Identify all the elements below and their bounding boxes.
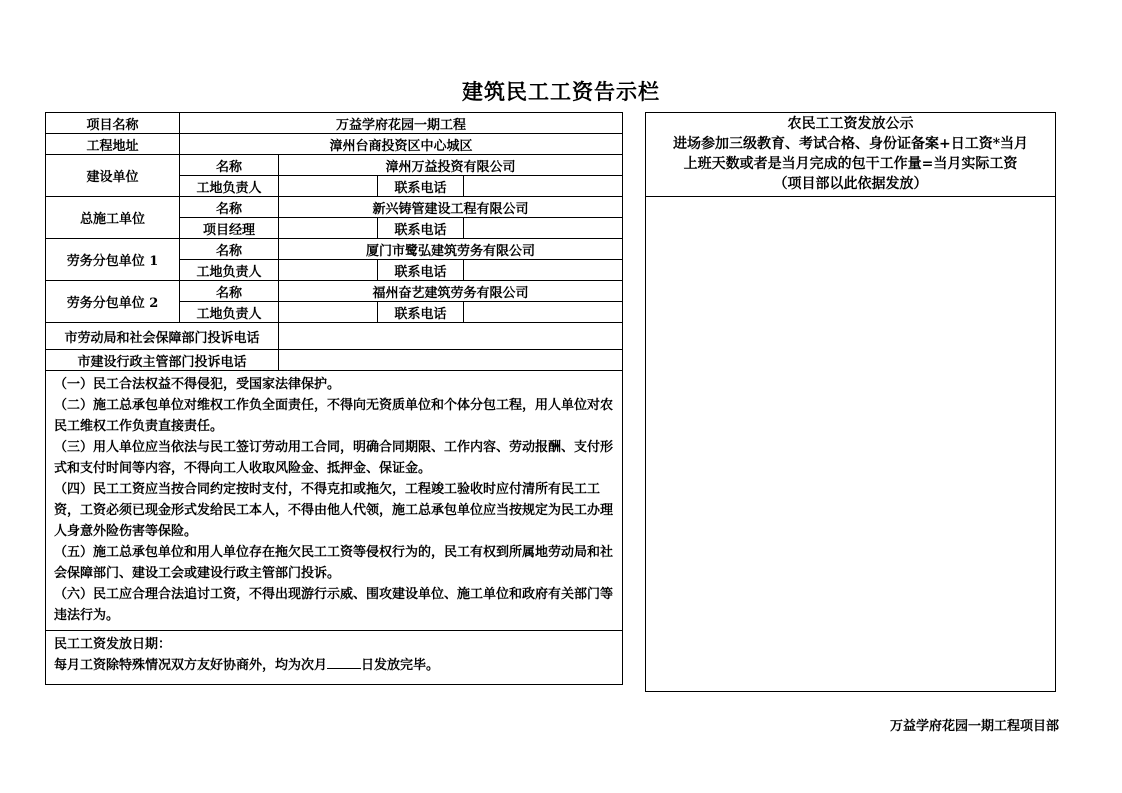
general-contractor-label: 总施工单位 — [46, 197, 180, 239]
note-4: （四）民工工资应当按合同约定按时支付，不得克扣或拖欠，工程竣工验收时应付清所有民工工资，工资必须已现金形式发给民工本人，不得由他人代领，施工总承包单位应当按规定为民工办理人身意外险伤害等保险。 — [54, 482, 614, 539]
wage-notice-title: 农民工工资发放公示 — [787, 116, 914, 132]
labor-sub-2-label: 劳务分包单位 2 — [46, 281, 180, 323]
note-5: （五）施工总承包单位和用人单位存在拖欠民工工资等侵权行为的，民工有权到所属地劳动局和社会保障部门、建设工会或建设行政主管部门投诉。 — [54, 545, 614, 581]
general-contractor-phone-value — [464, 218, 623, 239]
general-contractor-name-label: 名称 — [180, 197, 279, 218]
payment-section — [46, 631, 623, 685]
project-name-row — [46, 113, 623, 134]
payment-text — [54, 655, 614, 676]
construction-unit-name-value: 漳州万益投资有限公司 — [279, 155, 623, 176]
construction-unit-phone-label: 联系电话 — [378, 176, 464, 197]
construction-unit-name-row — [46, 155, 623, 176]
notes-row — [46, 371, 623, 631]
construction-dept-complaint-row — [46, 350, 623, 371]
general-contractor-manager-label: 项目经理 — [180, 218, 279, 239]
payment-date-label: 民工工资发放日期： — [54, 637, 172, 652]
payment-day-blank — [327, 656, 361, 669]
note-1: （一）民工合法权益不得侵犯，受国家法律保护。 — [54, 377, 341, 392]
payment-row — [46, 631, 623, 685]
labor-sub-1-name-value: 厦门市鹭弘建筑劳务有限公司 — [279, 239, 623, 260]
issuer-signature: 万益学府花园一期工程项目部 — [889, 719, 1059, 734]
labor-sub-1-phone-value — [464, 260, 623, 281]
payment-text-before: 每月工资除特殊情况双方友好协商外，均为次月 — [54, 658, 328, 673]
construction-unit-label: 建设单位 — [46, 155, 180, 197]
project-info-table — [45, 112, 623, 685]
labor-sub-2-manager-value — [279, 302, 378, 323]
labor-bureau-complaint-row — [46, 323, 623, 350]
labor-sub-1-name-label: 名称 — [180, 239, 279, 260]
project-address-label: 工程地址 — [46, 134, 180, 155]
page-title: 建筑民工工资告示栏 — [462, 79, 660, 104]
project-address-row — [46, 134, 623, 155]
labor-sub-1-manager-label: 工地负责人 — [180, 260, 279, 281]
wage-notice-line-2: 上班天数或者是当月完成的包干工作量=当月实际工资 — [683, 156, 1018, 172]
rights-notes — [46, 371, 623, 631]
labor-sub-2-phone-value — [464, 302, 623, 323]
labor-sub-2-phone-label: 联系电话 — [378, 302, 464, 323]
labor-sub-2-name-value: 福州奋艺建筑劳务有限公司 — [279, 281, 623, 302]
general-contractor-name-value: 新兴铸管建设工程有限公司 — [279, 197, 623, 218]
construction-unit-name-label: 名称 — [180, 155, 279, 176]
general-contractor-name-row — [46, 197, 623, 218]
wage-notice-header — [646, 113, 1055, 197]
labor-sub-2-name-label: 名称 — [180, 281, 279, 302]
general-contractor-manager-value — [279, 218, 378, 239]
project-name-label: 项目名称 — [46, 113, 180, 134]
labor-sub-2-name-row — [46, 281, 623, 302]
wage-notice-line-1: 进场参加三级教育、考试合格、身份证备案+日工资*当月 — [672, 136, 1029, 152]
note-2: （二）施工总承包单位对维权工作负全面责任，不得向无资质单位和个体分包工程，用人单位对农民工维权工作负责直接责任。 — [54, 398, 614, 434]
general-contractor-phone-label: 联系电话 — [378, 218, 464, 239]
construction-unit-manager-value — [279, 176, 378, 197]
labor-sub-1-name-row — [46, 239, 623, 260]
labor-sub-2-manager-label: 工地负责人 — [180, 302, 279, 323]
construction-unit-manager-label: 工地负责人 — [180, 176, 279, 197]
construction-dept-complaint-value — [279, 350, 623, 371]
note-6: （六）民工应合理合法追讨工资，不得出现游行示威、围攻建设单位、施工单位和政府有关部门等违法行为。 — [54, 587, 614, 623]
payment-text-after: 日发放完毕。 — [361, 658, 440, 673]
labor-sub-1-phone-label: 联系电话 — [378, 260, 464, 281]
construction-unit-phone-value — [464, 176, 623, 197]
labor-bureau-complaint-value — [279, 323, 623, 350]
wage-notice-line-3: （项目部以此依据发放） — [773, 176, 928, 192]
note-3: （三）用人单位应当依法与民工签订劳动用工合同，明确合同期限、工作内容、劳动报酬、支付形式和支付时间等内容，不得向工人收取风险金、抵押金、保证金。 — [54, 440, 614, 476]
construction-dept-complaint-label: 市建设行政主管部门投诉电话 — [46, 350, 279, 371]
labor-sub-1-label: 劳务分包单位 1 — [46, 239, 180, 281]
project-name-value: 万益学府花园一期工程 — [180, 113, 623, 134]
labor-sub-1-manager-value — [279, 260, 378, 281]
labor-bureau-complaint-label: 市劳动局和社会保障部门投诉电话 — [46, 323, 279, 350]
project-address-value: 漳州台商投资区中心城区 — [180, 134, 623, 155]
wage-notice-board — [645, 112, 1056, 692]
wage-notice-body — [646, 197, 1055, 691]
